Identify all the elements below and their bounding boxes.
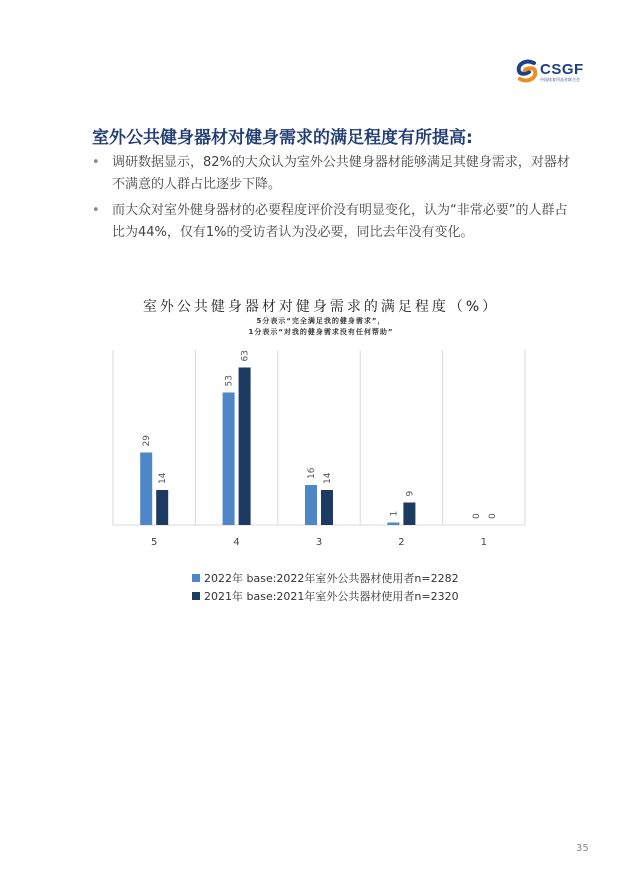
bar-2021-cat-5 (156, 490, 168, 525)
bar-2022-cat-4 (223, 393, 235, 526)
chart-subtitle-line-1: 5分表示“完全满足我的健身需求”， (256, 317, 386, 325)
legend-label-2021: 2021年 base:2021年室外公共器材使用者n=2320 (204, 590, 459, 603)
data-label-2022-cat-5: 29 (142, 435, 153, 447)
legend-swatch-2022 (192, 574, 200, 582)
legend-label-2022: 2022年 base:2022年室外公共器材使用者n=2282 (204, 572, 459, 585)
bullet-marker: • (92, 203, 100, 218)
bar-2022-cat-5 (140, 453, 152, 526)
bullet-text: 而大众对室外健身器材的必要程度评价没有明显变化，认为“非常必要”的人群占比为44%，仅有1%的受访者认为没必要，同比去年没有变化。 (112, 203, 568, 240)
section-heading: 室外公共健身器材对健身需求的满足程度有所提高: (92, 128, 473, 148)
logo-subtext: 中国体育用品业联合会 (540, 77, 580, 82)
logo-wordmark: CSGF (540, 61, 584, 78)
bullet-marker: • (92, 155, 100, 170)
data-label-2021-cat-2: 9 (405, 490, 416, 497)
x-tick-label: 2 (398, 537, 405, 548)
bar-2021-cat-2 (403, 503, 415, 526)
bar-2021-cat-3 (321, 490, 333, 525)
legend-item-2022 (192, 570, 459, 586)
data-label-2022-cat-1: 0 (471, 513, 482, 519)
legend-item-2021 (192, 588, 459, 604)
data-label-2022-cat-3: 16 (307, 467, 317, 479)
data-label-2021-cat-3: 14 (323, 472, 333, 484)
chart-subtitle-line-2: 1分表示“对我的健身需求没有任何帮助” (248, 328, 394, 336)
x-tick-label: 1 (480, 537, 487, 548)
x-tick-label: 5 (151, 537, 158, 548)
legend-swatch-2021 (192, 592, 200, 600)
bar-2022-cat-3 (305, 485, 317, 525)
data-label-2022-cat-4: 53 (224, 375, 235, 387)
data-label-2022-cat-2: 1 (389, 510, 400, 517)
chart-title: 室外公共健身器材对健身需求的满足程度（%） (142, 299, 500, 315)
bar-2022-cat-2 (387, 523, 399, 526)
data-label-2021-cat-1: 0 (487, 513, 498, 519)
data-label-2021-cat-5: 14 (158, 472, 169, 484)
page-number: 35 (576, 843, 589, 854)
x-tick-label: 4 (233, 537, 240, 548)
data-label-2021-cat-4: 63 (240, 350, 251, 362)
bar-2021-cat-4 (239, 368, 251, 526)
bullet-text: 调研数据显示，82%的大众认为室外公共健身器材能够满足其健身需求，对器材不满意的人群占比逐步下降。 (112, 155, 570, 192)
x-tick-label: 3 (315, 537, 323, 548)
